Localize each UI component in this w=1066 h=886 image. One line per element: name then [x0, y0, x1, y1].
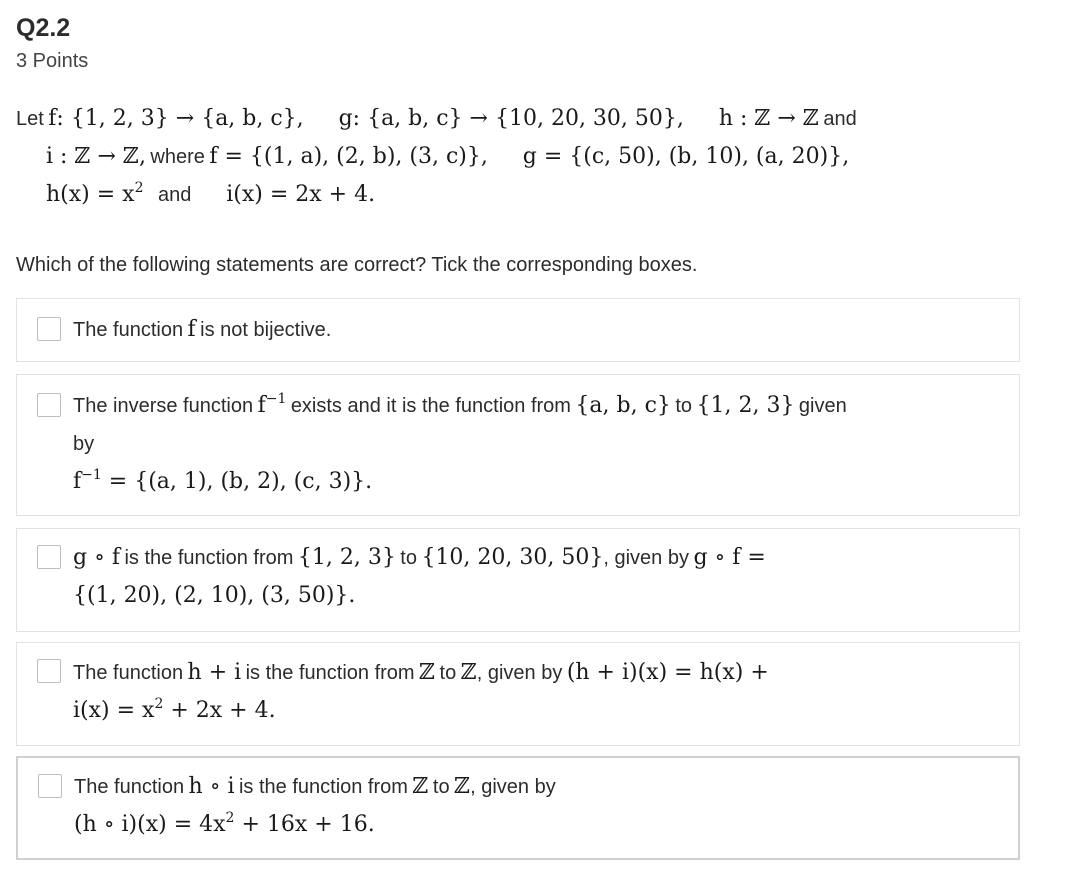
i-signature: i : ℤ → ℤ, [46, 144, 146, 169]
option-4[interactable] [16, 642, 1020, 746]
g-definition: g = {(c, 50), (b, 10), (a, 20)}, [522, 144, 850, 169]
option-2-checkbox[interactable] [37, 393, 61, 417]
option-2-text: The inverse function $f^{-1}$ exists and it is the function from {a, b, c} to {1, 2, 3} given by $f^{-1} = \{(a$, 1), (b, 2), (c, 3)}. [73, 391, 847, 494]
option-4-checkbox[interactable] [37, 659, 61, 683]
option-1[interactable] [16, 298, 1020, 362]
question-title: Q2.2 [16, 14, 71, 42]
f-signature: f: {1, 2, 3} → {a, b, c}, [48, 106, 304, 131]
definitions-line-1 [16, 100, 1056, 138]
where-text: where [150, 146, 205, 168]
let-text: Let [16, 108, 44, 130]
option-3[interactable] [16, 528, 1020, 632]
option-3-checkbox[interactable] [37, 545, 61, 569]
and-text-2: and [157, 184, 192, 206]
option-4-text: The function h + i is the function from ℤ to ℤ, given by (h + i)(x) = h(x) + $i(x) = x^2 + 2x + 4$. [73, 660, 769, 723]
question-points: 3 Points [16, 50, 89, 72]
option-5[interactable] [16, 756, 1020, 860]
option-1-text: The function f is not bijective. [73, 317, 332, 342]
question-prompt: Which of the following statements are correct? Tick the corresponding boxes. [16, 254, 698, 276]
option-1-checkbox[interactable] [37, 317, 61, 341]
h-definition: $h(x) = x^2$ [46, 180, 144, 207]
i-definition: i(x) = 2x + 4. [226, 182, 376, 207]
definitions-line-3 [16, 176, 1056, 214]
function-definitions [16, 100, 1056, 214]
f-definition: f = {(1, a), (2, b), (3, c)}, [209, 144, 488, 169]
option-5-checkbox[interactable] [38, 774, 62, 798]
option-5-text: The function h ∘ i is the function from ℤ to ℤ, given by (h ∘ $i)(x) = 4x^2 + 16x + 16$. [74, 774, 556, 837]
and-text-1: and [823, 108, 857, 130]
option-3-text: g ∘ f is the function from {1, 2, 3} to {10, 20, 30, 50}, given by g ∘ f = {(1, 20), (2, 10), (3, 50)}. [73, 545, 766, 608]
option-2[interactable] [16, 374, 1020, 516]
g-signature: g: {a, b, c} → {10, 20, 30, 50}, [338, 106, 684, 131]
definitions-line-2 [16, 138, 1056, 176]
h-signature: h : ℤ → ℤ [718, 106, 819, 131]
